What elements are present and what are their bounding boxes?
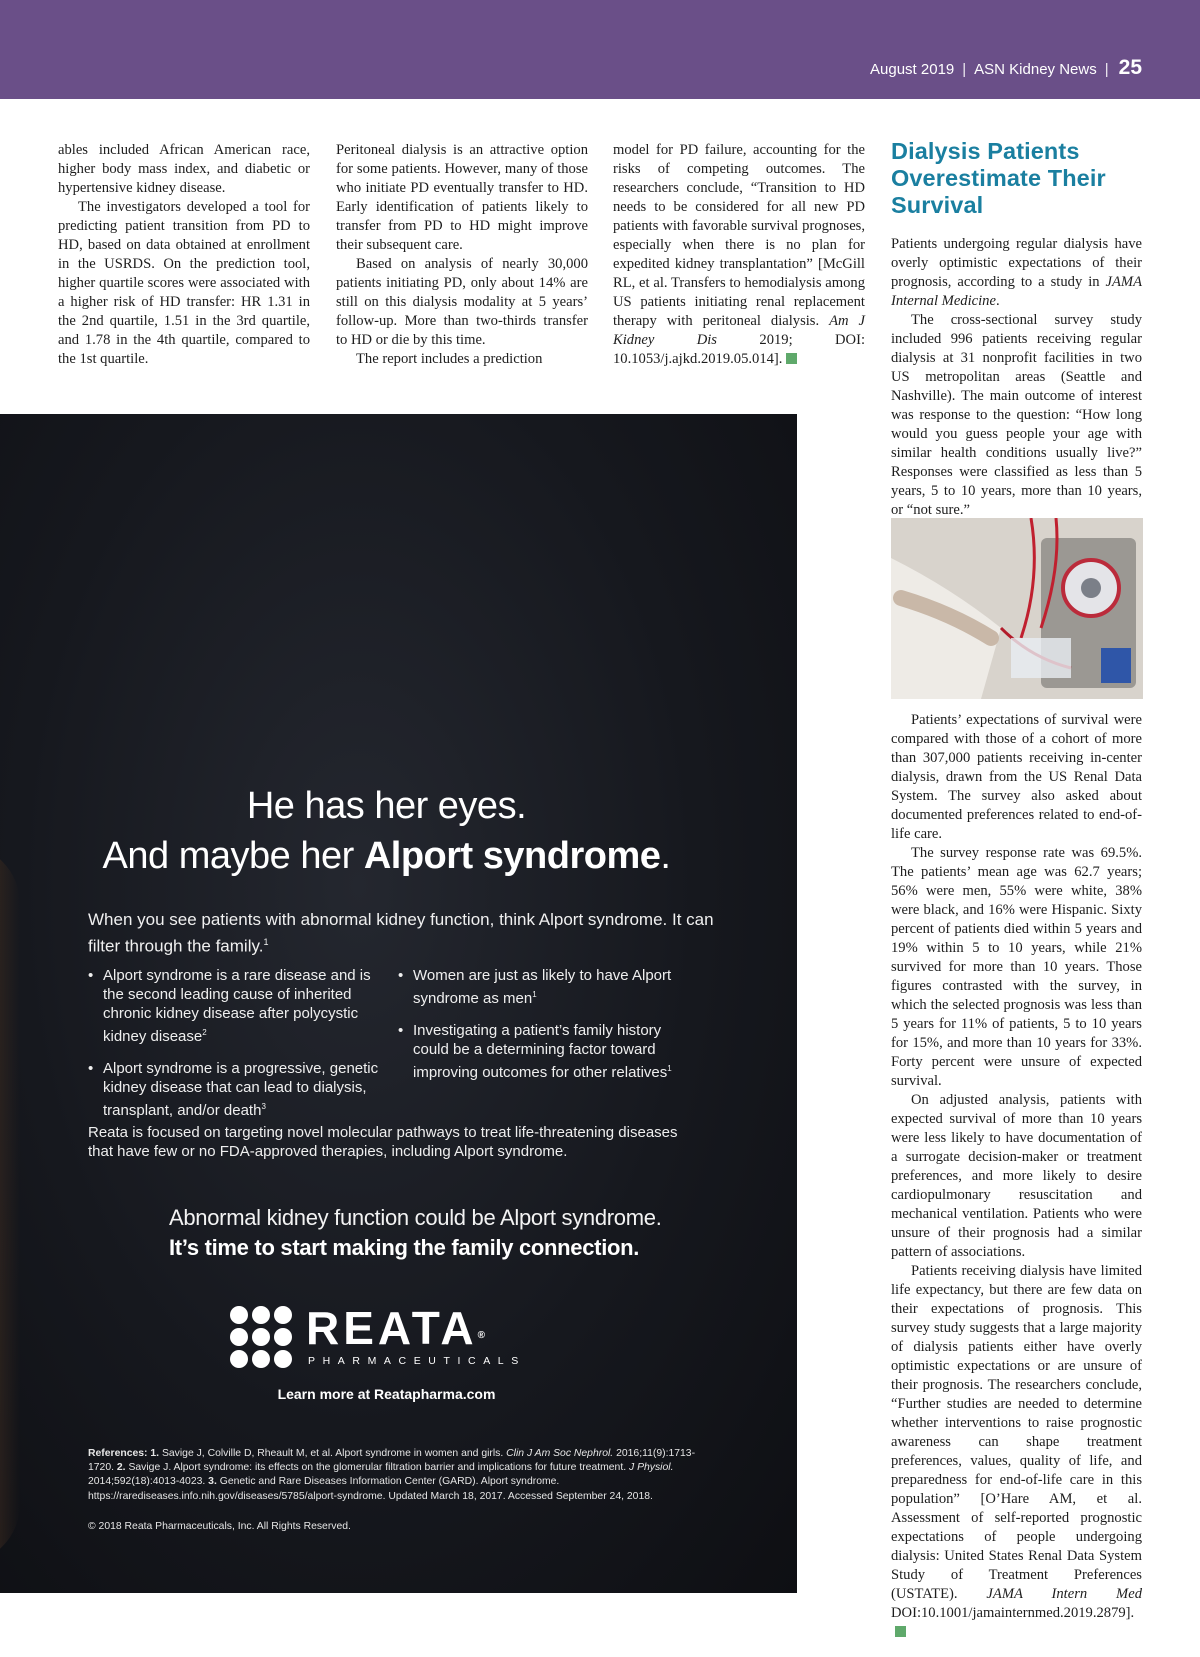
reata-logo-subtitle: PHARMACEUTICALS [308,1355,526,1367]
reference-marker: 3 [261,1102,266,1111]
ref-number: 3. [208,1476,217,1488]
journal-name: JAMA Intern Med [986,1586,1142,1602]
paragraph: The cross-sectional survey study included 996 patients receiving regular dialysis at 31 nonprofit facilities in two US metropolitan areas (Seattle and Nashville). The main outcome of interest was response to the question: “How long would you guess people your age with similar health conditions usually live?” Responses were classified as less than 5 years, 5 to 10 years, more than 10 years, or “not sure.” [891,312,1142,518]
ref-text: Genetic and Rare Diseases Information Center (GARD). Alport syndrome. https://rarediseases.info.nih.gov/diseases/5785/alport-syndrome. Updated March 18, 2017. Accessed September 24, 2018. [88,1476,653,1502]
ad-tagline-1: Abnormal kidney function could be Alport syndrome. [169,1205,662,1230]
ad-tagline-2: It’s time to start making the family connection. [169,1235,640,1260]
paragraph: On adjusted analysis, patients with expected survival of more than 10 years were less likely to have documentation of a surrogate decision-maker or treatment preferences, and more likely to desire cardiopulmonary resuscitation and mechanical ventilation. Patients who were unsure of their prognosis had a similar pattern of associations. [891,1092,1142,1260]
photo-illustration [891,518,1143,699]
paragraph: The survey response rate was 69.5%. The patients’ mean age was 62.7 years; 56% were men, 55% were white, 38% were black, and 16% were Hispanic. Sixty percent of patients died within 5 years and 19% within 5 to 10 years, while 21% survived for more than 10 years. Those figures contrasted with the survey, in which the selected prognosis was less than 5 years for 11% of patients, 5 to 10 years for 15%, and more than 10 years for 33%. Forty percent were unsure of expected survival. [891,845,1142,1089]
header-band [0,0,1200,99]
end-of-article-mark [786,353,797,364]
paragraph: The report includes a prediction [356,351,543,367]
article-column-3 [613,141,865,369]
reference-marker: 1 [532,990,537,999]
reference-marker: 1 [263,937,269,947]
ref-number: 1. [150,1448,160,1459]
citation-text: Patients receiving dialysis have limited life expectancy, but there are few data on their expectations of prognosis. This survey study suggests that a large majority of dialysis patients either have overly optimistic expectations or are unsure of their prognosis. The researchers conclude, “Further studies are needed to determine whether interventions to raise prognostic awareness can shape treatment preferences, values, quality of life, and preparedness for end-of-life care in this population” [O’Hare AM, et al. Assessment of self-reported prognostic expectations of people undergoing dialysis: United States Renal Data System Study of Treatment Preferences (USTATE). [891,1263,1142,1602]
header-separator-2: | [1104,61,1109,78]
ref-journal: J Physiol. [629,1462,674,1474]
paragraph: ables included African American race, higher body mass index, and diabetic or hypertensive kidney disease. [58,142,310,196]
lead-paragraph [891,235,1142,311]
ref-text: Savige J, Colville D, Rheault M, et al. Alport syndrome in women and girls. [161,1448,504,1459]
paragraph: Patients’ expectations of survival were compared with those of a cohort of more than 307,000 patients receiving in-center dialysis, drawn from the US Renal Data System. The survey also asked about documented preferences related to end-of-life care. [891,712,1142,842]
ad-bullets-left [88,966,388,1133]
publication-name: ASN Kidney News [974,61,1097,78]
sidebar-article-continued [891,711,1142,1642]
reata-logo-wordmark [306,1304,485,1360]
ref-journal: Clin J Am Soc Nephrol. [506,1448,614,1459]
ref-tail: 2016;11(9):1713-1720. [88,1448,696,1474]
ad-headline-prefix: And maybe her [102,835,354,877]
reata-logo-dots-icon [230,1306,292,1368]
ad-copyright: © 2018 Reata Pharmaceuticals, Inc. All Rights Reserved. [88,1521,351,1532]
journal-name: JAMA Internal Medicine [891,274,1142,309]
lead-end: . [995,293,1000,309]
ad-intro [88,908,728,958]
ad-bullets-right [398,966,688,1095]
article-headline: Dialysis Patients Overestimate Their Survival [891,138,1106,218]
article-column-2 [336,141,588,369]
ad-intro-text: When you see patients with abnormal kidney function, think Alport syndrome. It can filter through the family. [88,910,714,956]
references-label: References: [88,1448,148,1459]
bullet-text: Investigating a patient’s family history could be a determining factor toward improving outcomes for other relatives [413,1022,668,1081]
ad-references [88,1447,703,1504]
ad-headline-end: . [660,835,671,877]
end-of-article-mark [895,1626,906,1637]
list-item [398,966,688,1008]
ref-tail: 2014;592(18):4013-4023. [88,1476,206,1488]
ref-number: 2. [116,1462,126,1474]
bullet-text: Women are just as likely to have Alport syndrome as men [413,967,672,1007]
header-separator: | [962,61,967,78]
page-number: 25 [1118,56,1142,79]
registered-mark: ® [477,1330,485,1341]
journal-name: Am J Kidney Dis [613,313,865,348]
paragraph [891,1262,1142,1642]
paragraph [613,141,865,369]
ad-headline-line-1: He has her eyes. [246,785,527,827]
citation-tail: 2019; DOI: 10.1053/j.ajkd.2019.05.014]. [613,332,866,367]
article-column-1 [58,141,310,369]
reference-marker: 1 [667,1064,672,1073]
ad-headline-line-2 [0,832,785,880]
learn-more-link[interactable]: Learn more at Reatapharma.com [277,1386,496,1402]
lead-text: Patients undergoing regular dialysis have overly optimistic expectations of their prognosis, according to a study in [891,236,1142,290]
dialysis-machine-photo [891,518,1143,699]
paragraph: Based on analysis of nearly 30,000 patients initiating PD, only about 14% are still on this dialysis modality at 5 years’ follow-up. More than two-thirds transfer to HD or die by this time. [336,256,588,348]
list-item [398,1021,688,1082]
paragraph: Peritoneal dialysis is an attractive option for some patients. However, many of those who initiate PD eventually transfer to HD. Early identification of patients likely to transfer from PD to HD might improve their subsequent care. [336,142,588,253]
ad-focus-statement: Reata is focused on targeting novel molecular pathways to treat life-threatening diseases that have few or no FDA-approved therapies, including Alport syndrome. [88,1124,678,1160]
bullet-text: Alport syndrome is a rare disease and is the second leading cause of inherited chronic kidney disease after polycystic kidney disease [103,967,371,1045]
running-header [870,56,1142,80]
logo-word: REATA [306,1302,478,1354]
paragraph: The investigators developed a tool for predicting patient transition from PD to HD, based on data obtained at enrollment in the USRDS. On the prediction tool, higher quartile scores were associated with a higher risk of HD transfer: HR 1.31 in the 2nd quartile, 1.51 in the 3rd quartile, and 1.78 in the 4th quartile, compared to the 1st quartile. [58,199,310,367]
sidebar-article [891,138,1142,520]
reference-marker: 2 [202,1028,207,1037]
bullet-text: Alport syndrome is a progressive, genetic kidney disease that can lead to dialysis, transplant, and/or death [103,1060,379,1119]
ad-background-hair [0,844,20,1564]
ad-headline-bold: Alport syndrome [363,835,661,877]
list-item [88,1059,388,1120]
list-item [88,966,388,1046]
citation-text: model for PD failure, accounting for the risks of competing outcomes. The researchers conclude, “Transition to HD needs to be considered for all new PD patients with favorable survival prognoses, especially when there is no plan for expedited kidney transplantation” [McGill RL, et al. Transfers to hemodialysis among US patients initiating renal replacement therapy with peritoneal dialysis. [613,142,865,329]
citation-tail: DOI:10.1001/jamainternmed.2019.2879]. [891,1605,1135,1621]
issue-date: August 2019 [870,61,955,78]
ref-text: Savige J. Alport syndrome: its effects on the glomerular filtration barrier and implications for future treatment. [128,1462,627,1474]
reata-advertisement [0,414,797,1593]
